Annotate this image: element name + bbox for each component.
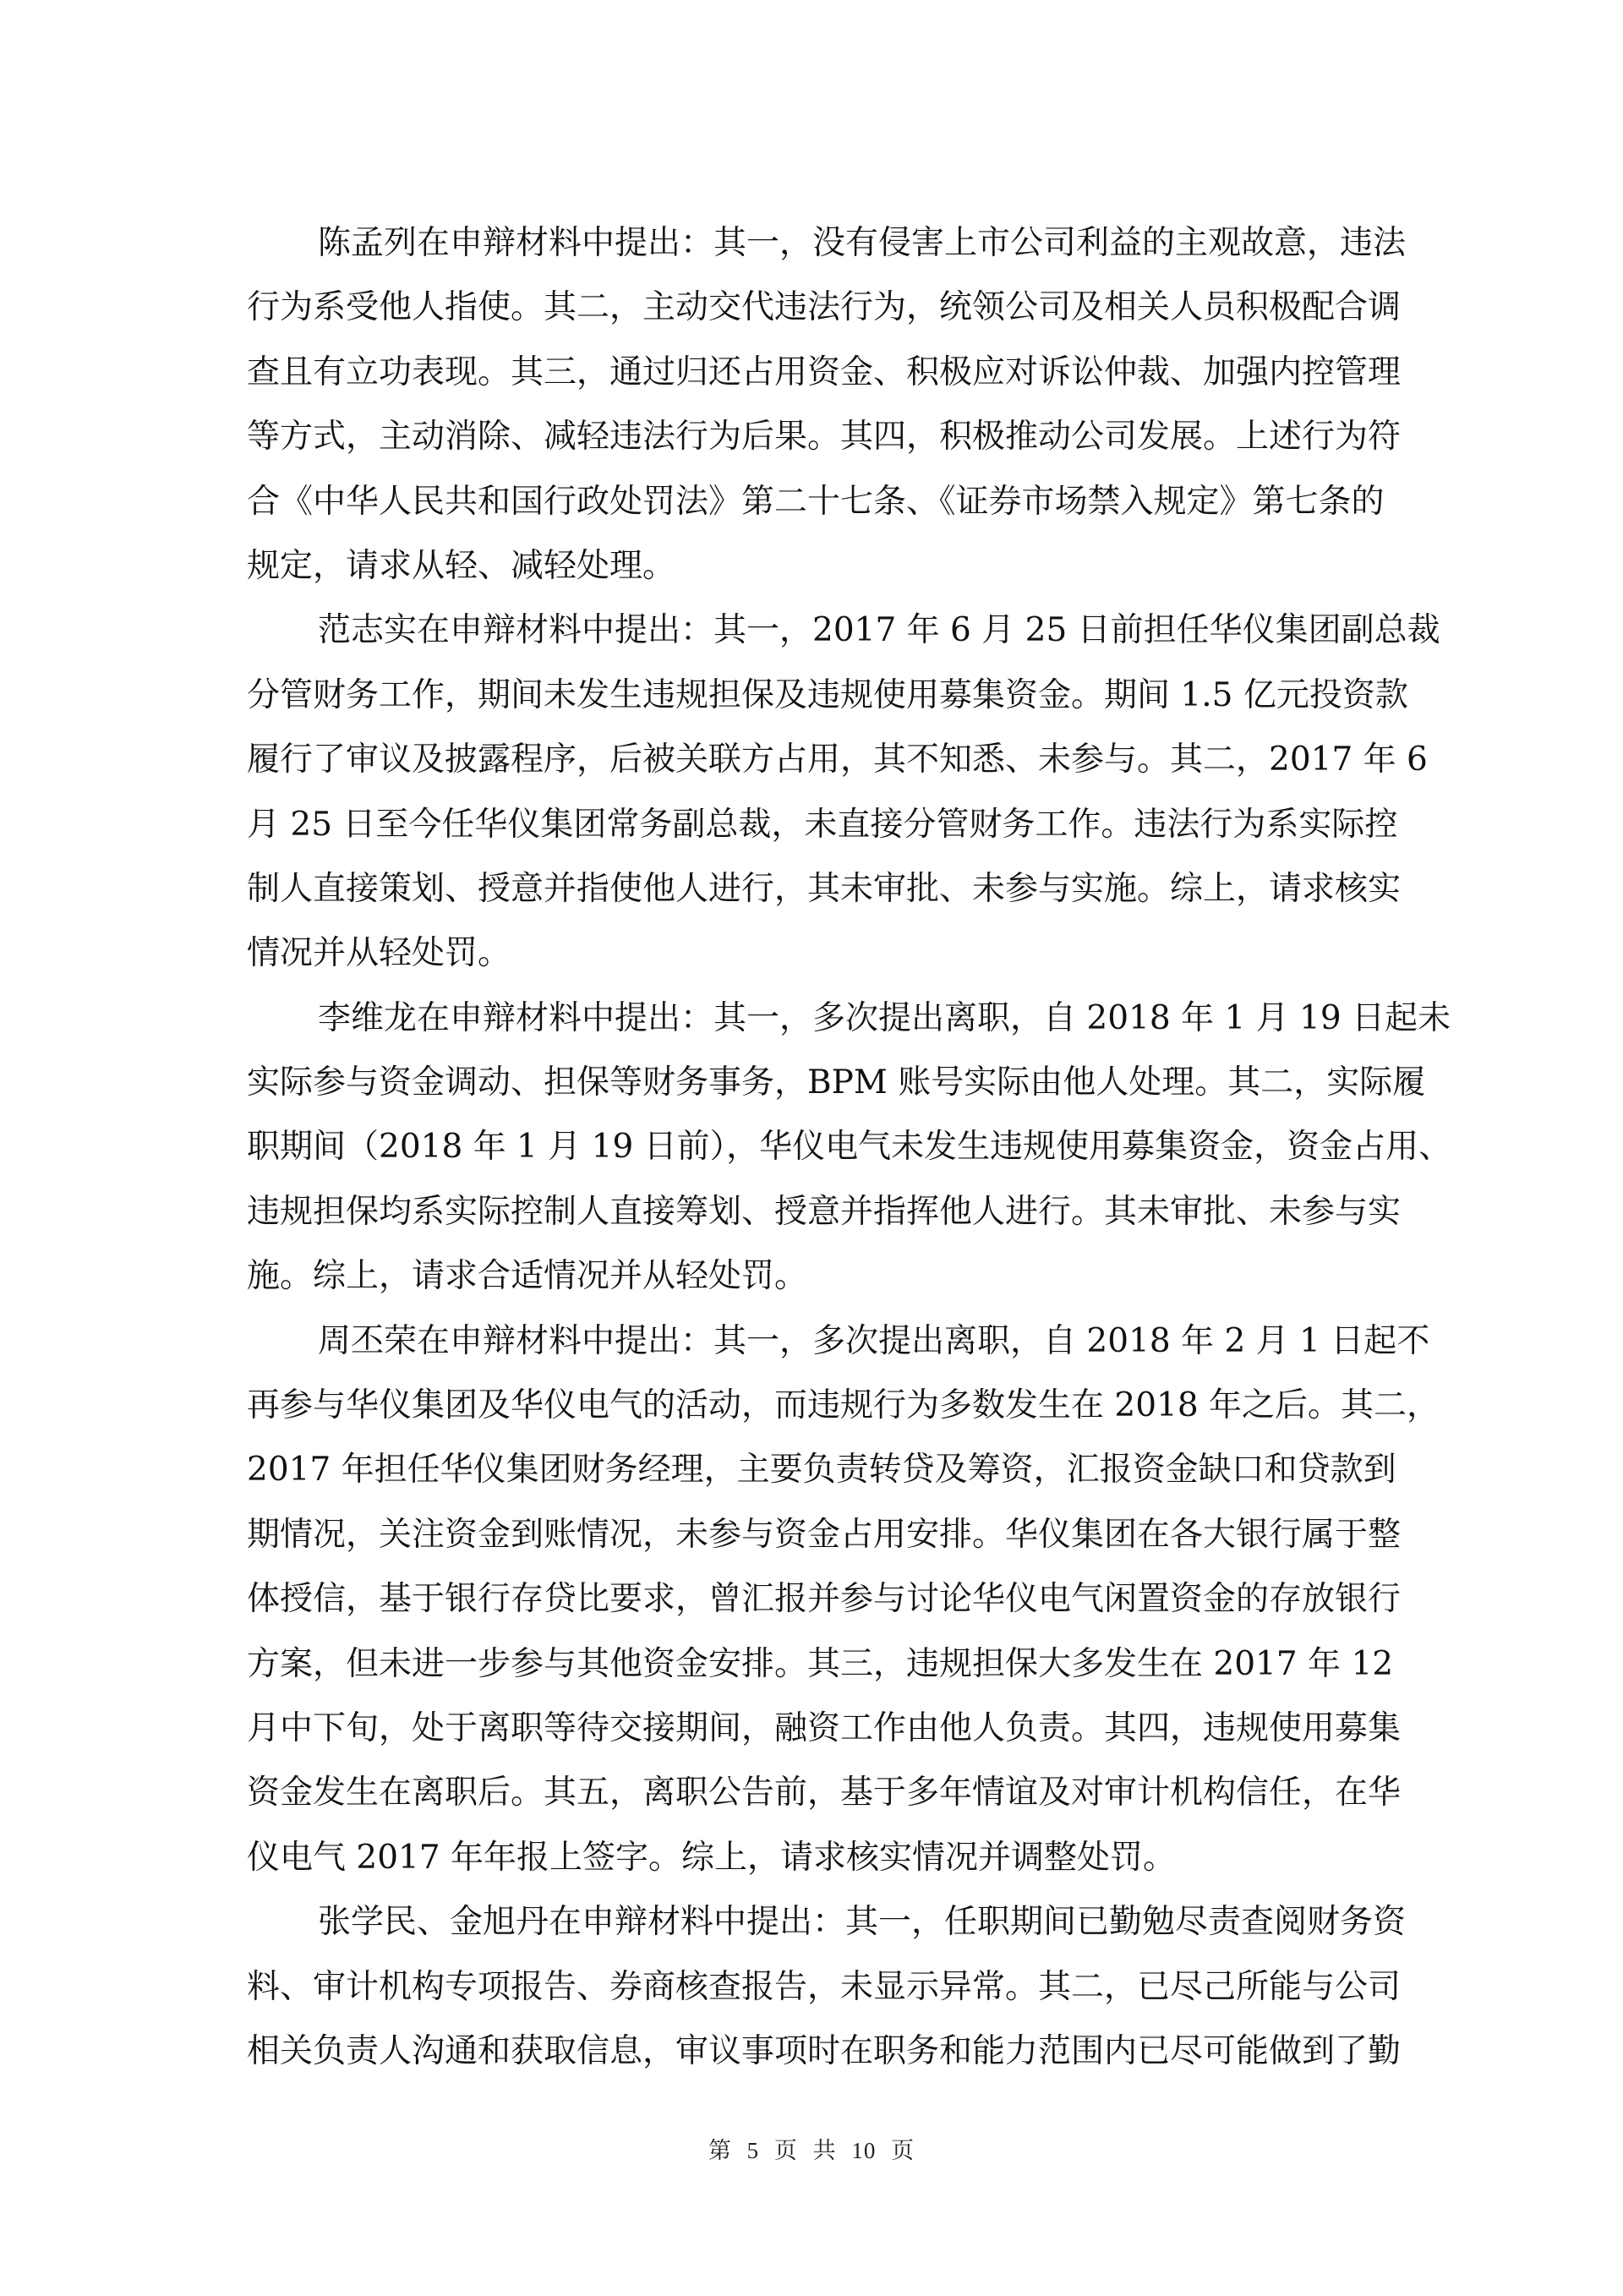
text-line: 2017 年担任华仪集团财务经理，主要负责转贷及筹资，汇报资金缺口和贷款到 bbox=[247, 1451, 1396, 1490]
text-line: 等方式，主动消除、减轻违法行为后果。其四，积极推动公司发展。上述行为符 bbox=[247, 418, 1402, 456]
text-line: 仪电气 2017 年年报上签字。综上，请求核实情况并调整处罚。 bbox=[247, 1838, 1177, 1877]
paragraph-li-weilong bbox=[247, 987, 1452, 1309]
text-line: 张学民、金旭丹在申辩材料中提出：其一，任职期间已勤勉尽责查阅财务资 bbox=[318, 1903, 1407, 1942]
text-line: 月 25 日至今任华仪集团常务副总裁，未直接分管财务工作。违法行为系实际控 bbox=[247, 805, 1398, 844]
text-line: 实际参与资金调动、担保等财务事务，BPM 账号实际由他人处理。其二，实际履 bbox=[247, 1063, 1426, 1102]
paragraph-zhang-xuemin-jin-xudan bbox=[247, 1890, 1407, 2084]
text-line: 制人直接策划、授意并指使他人进行，其未审批、未参与实施。综上，请求核实 bbox=[247, 869, 1402, 908]
text-line: 规定，请求从轻、减轻处理。 bbox=[247, 546, 676, 585]
text-line: 违规担保均系实际控制人直接筹划、授意并指挥他人进行。其未审批、未参与实 bbox=[247, 1192, 1402, 1231]
text-line: 情况并从轻处罚。 bbox=[247, 934, 511, 973]
text-line: 月中下旬，处于离职等待交接期间，融资工作由他人负责。其四，违规使用募集 bbox=[247, 1708, 1402, 1747]
text-line: 料、审计机构专项报告、券商核查报告，未显示异常。其二，已尽己所能与公司 bbox=[247, 1967, 1402, 2006]
page-number-footer: 第 5 页 共 10 页 bbox=[708, 2138, 915, 2163]
text-line: 相关负责人沟通和获取信息，审议事项时在职务和能力范围内已尽可能做到了勤 bbox=[247, 2031, 1402, 2070]
text-line: 合《中华人民共和国行政处罚法》第二十七条、《证券市场禁入规定》第七条的 bbox=[247, 482, 1385, 521]
text-line: 查且有立功表现。其三，通过归还占用资金、积极应对诉讼仲裁、加强内控管理 bbox=[247, 353, 1402, 391]
text-line: 陈孟列在申辩材料中提出：其一，没有侵害上市公司利益的主观故意，违法 bbox=[318, 224, 1407, 262]
text-line: 体授信，基于银行存贷比要求，曾汇报并参与讨论华仪电气闲置资金的存放银行 bbox=[247, 1580, 1402, 1619]
text-line: 再参与华仪集团及华仪电气的活动，而违规行为多数发生在 2018 年之后。其二， bbox=[247, 1386, 1440, 1425]
text-line: 方案，但未进一步参与其他资金安排。其三，违规担保大多发生在 2017 年 12 bbox=[247, 1644, 1394, 1683]
document-body bbox=[247, 211, 1452, 2084]
text-line: 范志实在申辩材料中提出：其一，2017 年 6 月 25 日前担任华仪集团副总裁 bbox=[318, 611, 1440, 650]
text-line: 施。综上，请求合适情况并从轻处罚。 bbox=[247, 1257, 808, 1296]
text-line: 周丕荣在申辩材料中提出：其一，多次提出离职，自 2018 年 2 月 1 日起不 bbox=[318, 1321, 1430, 1360]
paragraph-fan-zhishi bbox=[247, 599, 1440, 986]
text-line: 行为系受他人指使。其二，主动交代违法行为，统领公司及相关人员积极配合调 bbox=[247, 288, 1402, 327]
text-line: 期情况，关注资金到账情况，未参与资金占用安排。华仪集团在各大银行属于整 bbox=[247, 1515, 1402, 1554]
text-line: 李维龙在申辩材料中提出：其一，多次提出离职，自 2018 年 1 月 19 日起未 bbox=[318, 998, 1451, 1037]
text-line: 资金发生在离职后。其五，离职公告前，基于多年情谊及对审计机构信任，在华 bbox=[247, 1774, 1402, 1812]
paragraph-chen-menglie bbox=[247, 211, 1407, 599]
text-line: 履行了审议及披露程序，后被关联方占用，其不知悉、未参与。其二，2017 年 6 bbox=[247, 741, 1428, 779]
paragraph-zhou-pirong bbox=[247, 1309, 1440, 1891]
text-line: 分管财务工作，期间未发生违规担保及违规使用募集资金。期间 1.5 亿元投资款 bbox=[247, 675, 1408, 714]
text-line: 职期间（2018 年 1 月 19 日前），华仪电气未发生违规使用募集资金，资金占用、 bbox=[247, 1128, 1452, 1167]
